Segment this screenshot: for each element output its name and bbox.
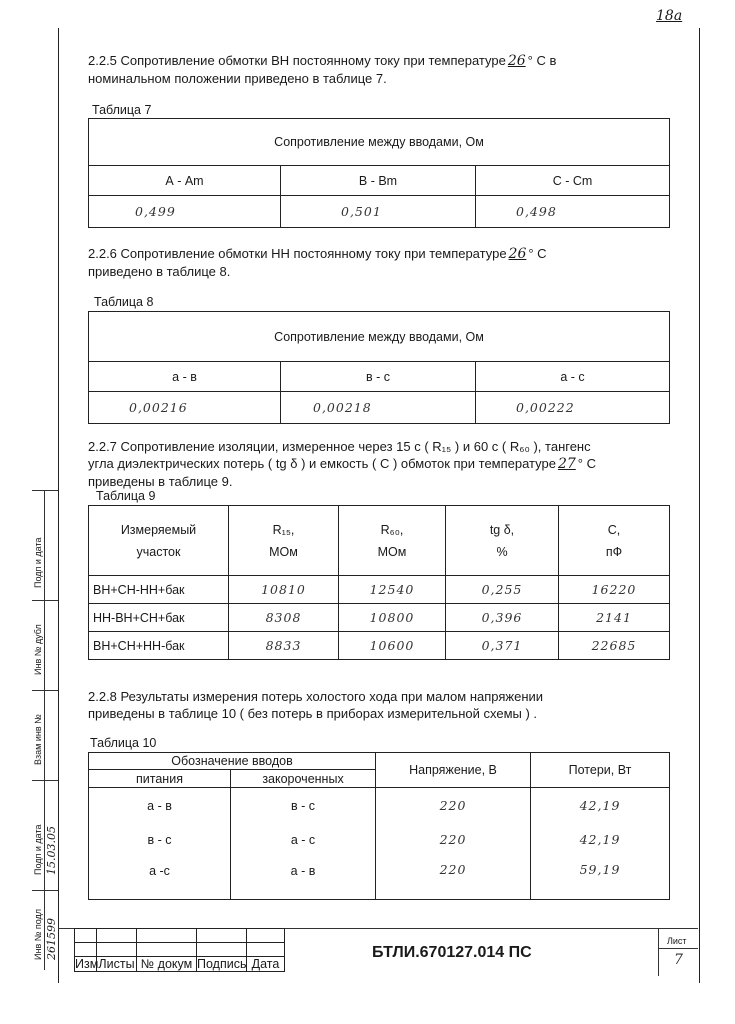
sidebar-date-handwritten: 15.03.05 <box>45 826 58 875</box>
sidebar-label-inv-podl: Инв № подл <box>33 908 43 960</box>
table10-losses: 42,19 <box>531 788 670 824</box>
table8-caption: Таблица 8 <box>94 295 154 309</box>
table8-header: Сопротивление между вводами, Ом <box>89 312 670 362</box>
section-2-2-5-unit: ° С в <box>527 53 557 68</box>
table9-row <box>89 632 670 660</box>
table9-header-c <box>559 506 670 576</box>
sidebar-inv-number-handwritten: 261599 <box>45 918 58 960</box>
table7-value-2: 0,501 <box>281 196 476 228</box>
title-col-podpis: Подпись <box>197 957 247 971</box>
table10-caption: Таблица 10 <box>90 736 157 750</box>
section-2-2-8-line1: 2.2.8 Результаты измерения потерь холостого хода при малом напряжении <box>88 689 544 704</box>
section-2-2-6-temperature: 26 <box>508 246 527 262</box>
sheet-label: Лист <box>667 936 687 946</box>
section-2-2-7 <box>88 438 698 490</box>
section-2-2-7-line1: 2.2.7 Сопротивление изоляции, измеренное через 15 с ( R₁₅ ) и 60 с ( R₆₀ ), тангенс <box>88 439 591 454</box>
table9-header-tg <box>446 506 559 576</box>
table9-header-tg-l1: tg δ, <box>489 522 515 537</box>
table9-section: ВН+СН+НН-бак <box>89 632 229 660</box>
table9 <box>88 505 670 660</box>
sidebar-label-sign-date-2: Подп и дата <box>33 824 43 875</box>
table7-value-1: 0,499 <box>89 196 281 228</box>
table9-header-r60-l1: R₆₀, <box>380 522 404 537</box>
table10-supply: а -с <box>89 856 231 900</box>
table9-header-tg-l2: % <box>496 544 508 559</box>
table9-header-section-l2: участок <box>136 544 181 559</box>
section-2-2-6-unit: ° С <box>528 246 547 261</box>
table9-tg: 0,255 <box>446 576 559 604</box>
table9-c: 22685 <box>559 632 670 660</box>
section-2-2-7-unit: ° С <box>577 456 596 471</box>
table7-value-3: 0,498 <box>476 196 670 228</box>
table9-header-c-l2: пФ <box>605 544 623 559</box>
table9-header-r60 <box>339 506 446 576</box>
section-2-2-5-temperature: 26 <box>507 53 526 69</box>
section-2-2-6-text: 2.2.6 Сопротивление обмотки НН постоянному току при температуре <box>88 246 507 261</box>
table10-losses-header: Потери, Вт <box>531 753 670 788</box>
table9-header-section <box>89 506 229 576</box>
page-corner-number: 18a <box>656 8 683 24</box>
section-2-2-8 <box>88 688 688 722</box>
table10-supply: в - с <box>89 824 231 856</box>
table9-caption: Таблица 9 <box>96 489 156 503</box>
sidebar-label-vzam: Взам инв № <box>33 714 43 765</box>
table8-value-2: 0,00218 <box>281 392 476 424</box>
table9-header-r15-l1: R₁₅, <box>272 522 295 537</box>
section-2-2-6-line2: приведено в таблице 8. <box>88 264 231 279</box>
table9-header-r15-l2: МОм <box>269 544 298 559</box>
table9-r60: 10600 <box>339 632 446 660</box>
table10-voltage: 220 <box>376 824 531 856</box>
table9-tg: 0,371 <box>446 632 559 660</box>
section-2-2-8-line2: приведены в таблице 10 ( без потерь в приборах измерительной схемы ) . <box>88 706 538 721</box>
table7 <box>88 118 670 228</box>
sidebar-divider <box>32 690 58 691</box>
table10-supply: а - в <box>89 788 231 824</box>
section-2-2-5-text: 2.2.5 Сопротивление обмотки ВН постоянному току при температуре <box>88 53 506 68</box>
table8-value-1: 0,00216 <box>89 392 281 424</box>
sheet-box-line <box>658 948 698 949</box>
table9-r60: 12540 <box>339 576 446 604</box>
table9-r15: 10810 <box>229 576 339 604</box>
table10-row <box>89 856 670 900</box>
sidebar-values-column <box>44 490 58 970</box>
table10-supply-header: питания <box>89 770 231 788</box>
title-col-listy: Листы <box>98 957 135 971</box>
table10-voltage: 220 <box>376 856 531 900</box>
table9-header-c-l1: С, <box>607 522 621 537</box>
sidebar-divider <box>32 780 58 781</box>
table10-shorted: в - с <box>231 788 376 824</box>
table9-r15: 8833 <box>229 632 339 660</box>
table9-c: 16220 <box>559 576 670 604</box>
table9-r60: 10800 <box>339 604 446 632</box>
table9-row <box>89 576 670 604</box>
title-block-signature-grid <box>74 928 285 972</box>
sidebar-divider <box>32 600 58 601</box>
table9-r15: 8308 <box>229 604 339 632</box>
table9-tg: 0,396 <box>446 604 559 632</box>
section-2-2-5-line2: номинальном положении приведено в таблице 7. <box>88 71 387 86</box>
table10-shorted-header: закороченных <box>231 770 376 788</box>
title-col-izm: Изм <box>75 957 99 971</box>
table10-voltage: 220 <box>376 788 531 824</box>
table9-section: НН-ВН+СН+бак <box>89 604 229 632</box>
title-col-dokum: № докум <box>137 957 197 972</box>
table9-header-r60-l2: МОм <box>377 544 407 559</box>
section-2-2-7-temperature: 27 <box>557 456 576 472</box>
sheet-number: 7 <box>674 952 684 968</box>
table9-header-r15 <box>229 506 339 576</box>
sheet-box-divider <box>658 928 659 976</box>
table9-row <box>89 604 670 632</box>
table7-col-3: С - Сm <box>476 166 670 196</box>
table10-row <box>89 788 670 824</box>
sidebar-label-inv-dubl: Инв № дубл <box>33 624 43 675</box>
table7-col-1: А - Аm <box>89 166 281 196</box>
table10-shorted: а - с <box>231 824 376 856</box>
table10-group-header: Обозначение вводов <box>89 753 376 770</box>
sidebar-label-sign-date-1: Подп и дата <box>33 537 43 588</box>
table9-header-section-l1: Измеряемый <box>120 522 197 537</box>
title-col-data: Дата <box>247 957 285 972</box>
sidebar-divider <box>32 490 58 491</box>
table10-shorted: а - в <box>231 856 376 900</box>
sidebar-divider <box>32 890 58 891</box>
table10-voltage-header: Напряжение, В <box>376 753 531 788</box>
section-2-2-6 <box>88 245 688 280</box>
table10 <box>88 752 670 900</box>
table10-row <box>89 824 670 856</box>
table7-col-2: В - Вm <box>281 166 476 196</box>
table9-section: ВН+СН-НН+бак <box>89 576 229 604</box>
section-2-2-7-line3: приведены в таблице 9. <box>88 474 233 489</box>
section-2-2-5 <box>88 52 688 87</box>
table8-col-1: а - в <box>89 362 281 392</box>
table10-losses: 42,19 <box>531 824 670 856</box>
table9-c: 2141 <box>559 604 670 632</box>
table8 <box>88 311 670 424</box>
section-2-2-7-line2: угла диэлектрических потерь ( tg δ ) и емкость ( С ) обмоток при температуре <box>88 456 556 471</box>
document-number: БТЛИ.670127.014 ПС <box>372 944 532 961</box>
table7-caption: Таблица 7 <box>92 103 152 117</box>
table10-losses: 59,19 <box>531 856 670 900</box>
sidebar-stamp <box>32 490 58 970</box>
table8-col-2: в - с <box>281 362 476 392</box>
table8-col-3: а - с <box>476 362 670 392</box>
table7-header: Сопротивление между вводами, Ом <box>89 119 670 166</box>
table8-value-3: 0,00222 <box>476 392 670 424</box>
